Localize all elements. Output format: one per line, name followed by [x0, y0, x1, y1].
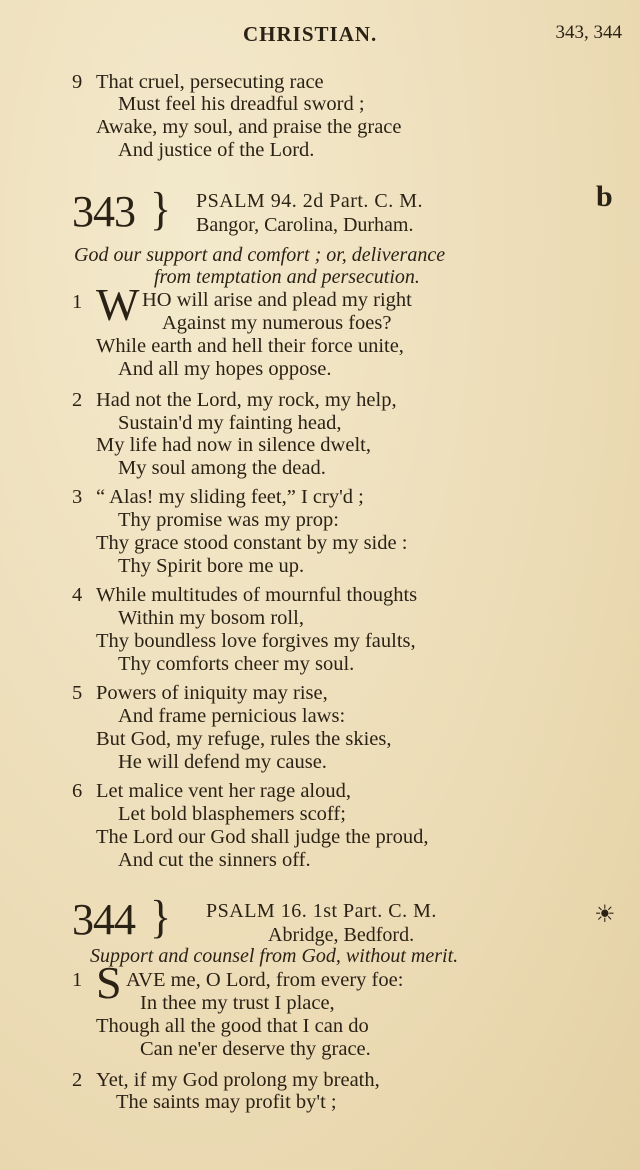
verse-line: Powers of iniquity may rise,: [96, 682, 328, 704]
verse-number: 6: [72, 780, 83, 802]
verse-line: The saints may profit by't ;: [116, 1091, 337, 1113]
verse-line: And cut the sinners off.: [118, 849, 311, 871]
verse-line: In thee my trust I place,: [140, 992, 335, 1014]
verse-line: He will defend my cause.: [118, 751, 327, 773]
verse-line: Yet, if my God prolong my breath,: [96, 1069, 380, 1091]
verse-line: Thy promise was my prop:: [118, 509, 339, 531]
verse-line: But God, my refuge, rules the skies,: [96, 728, 392, 750]
page-title: CHRISTIAN.: [243, 22, 378, 46]
hymn-number: 344: [72, 895, 135, 944]
psalm-title: PSALM 94. 2d Part. C. M.: [196, 190, 424, 212]
verse-line: And frame pernicious laws:: [118, 705, 346, 727]
printer-mark: b: [596, 180, 613, 213]
verse-line: HO will arise and plead my right: [142, 289, 412, 311]
verse-line: And all my hopes oppose.: [118, 358, 332, 380]
running-head: [0, 22, 640, 52]
verse-line: My life had now in silence dwelt,: [96, 434, 371, 456]
verse-number: 1: [72, 969, 83, 991]
psalm-title: PSALM 16. 1st Part. C. M.: [206, 900, 437, 922]
verse-line: While earth and hell their force unite,: [96, 335, 404, 357]
brace-glyph: }: [150, 891, 172, 944]
verse-line: Must feel his dreadful sword ;: [118, 93, 365, 115]
printer-mark: ☀: [594, 902, 616, 928]
verse-number: 9: [72, 71, 83, 93]
verse-line: Thy boundless love forgives my faults,: [96, 630, 416, 652]
verse-line: “ Alas! my sliding feet,” I cry'd ;: [96, 486, 364, 508]
brace-glyph: }: [150, 183, 172, 236]
verse-number: 5: [72, 682, 83, 704]
verse-line: Let malice vent her rage aloud,: [96, 780, 351, 802]
verse-line: And justice of the Lord.: [118, 139, 315, 161]
verse-line: My soul among the dead.: [118, 457, 326, 479]
verse-line: Thy grace stood constant by my side :: [96, 532, 408, 554]
verse-number: 4: [72, 584, 83, 606]
verse-line: That cruel, persecuting race: [96, 71, 324, 93]
page-numbers: 343, 344: [555, 22, 622, 43]
verse-number: 1: [72, 291, 83, 313]
verse-line: Sustain'd my fainting head,: [118, 412, 342, 434]
verse-line: While multitudes of mournful thoughts: [96, 584, 418, 606]
verse-line: Within my bosom roll,: [118, 607, 304, 629]
hymn-subtitle: Support and counsel from God, without merit.: [90, 945, 459, 967]
tune-names: Bangor, Carolina, Durham.: [196, 214, 414, 236]
hymn-number: 343: [72, 187, 135, 236]
verse-line: Let bold blasphemers scoff;: [118, 803, 346, 825]
verse-line: Can ne'er deserve thy grace.: [140, 1038, 371, 1060]
tune-names: Abridge, Bedford.: [268, 924, 415, 946]
verse-line: Thy comforts cheer my soul.: [118, 653, 355, 675]
verse-line: Had not the Lord, my rock, my help,: [96, 389, 397, 411]
verse-number: 2: [72, 1069, 83, 1091]
verse-line: Against my numerous foes?: [162, 312, 392, 334]
verse-number: 2: [72, 389, 83, 411]
verse-line: Thy Spirit bore me up.: [118, 555, 305, 577]
hymn-subtitle: God our support and comfort ; or, deliverance: [74, 244, 446, 266]
verse-line: AVE me, O Lord, from every foe:: [126, 969, 404, 991]
drop-cap: S: [96, 957, 122, 1008]
drop-cap: W: [96, 279, 140, 330]
hymn-subtitle: from temptation and persecution.: [154, 266, 420, 288]
verse-line: Though all the good that I can do: [96, 1015, 369, 1037]
verse-number: 3: [72, 486, 83, 508]
verse-line: Awake, my soul, and praise the grace: [96, 116, 402, 138]
verse-line: The Lord our God shall judge the proud,: [96, 826, 429, 848]
